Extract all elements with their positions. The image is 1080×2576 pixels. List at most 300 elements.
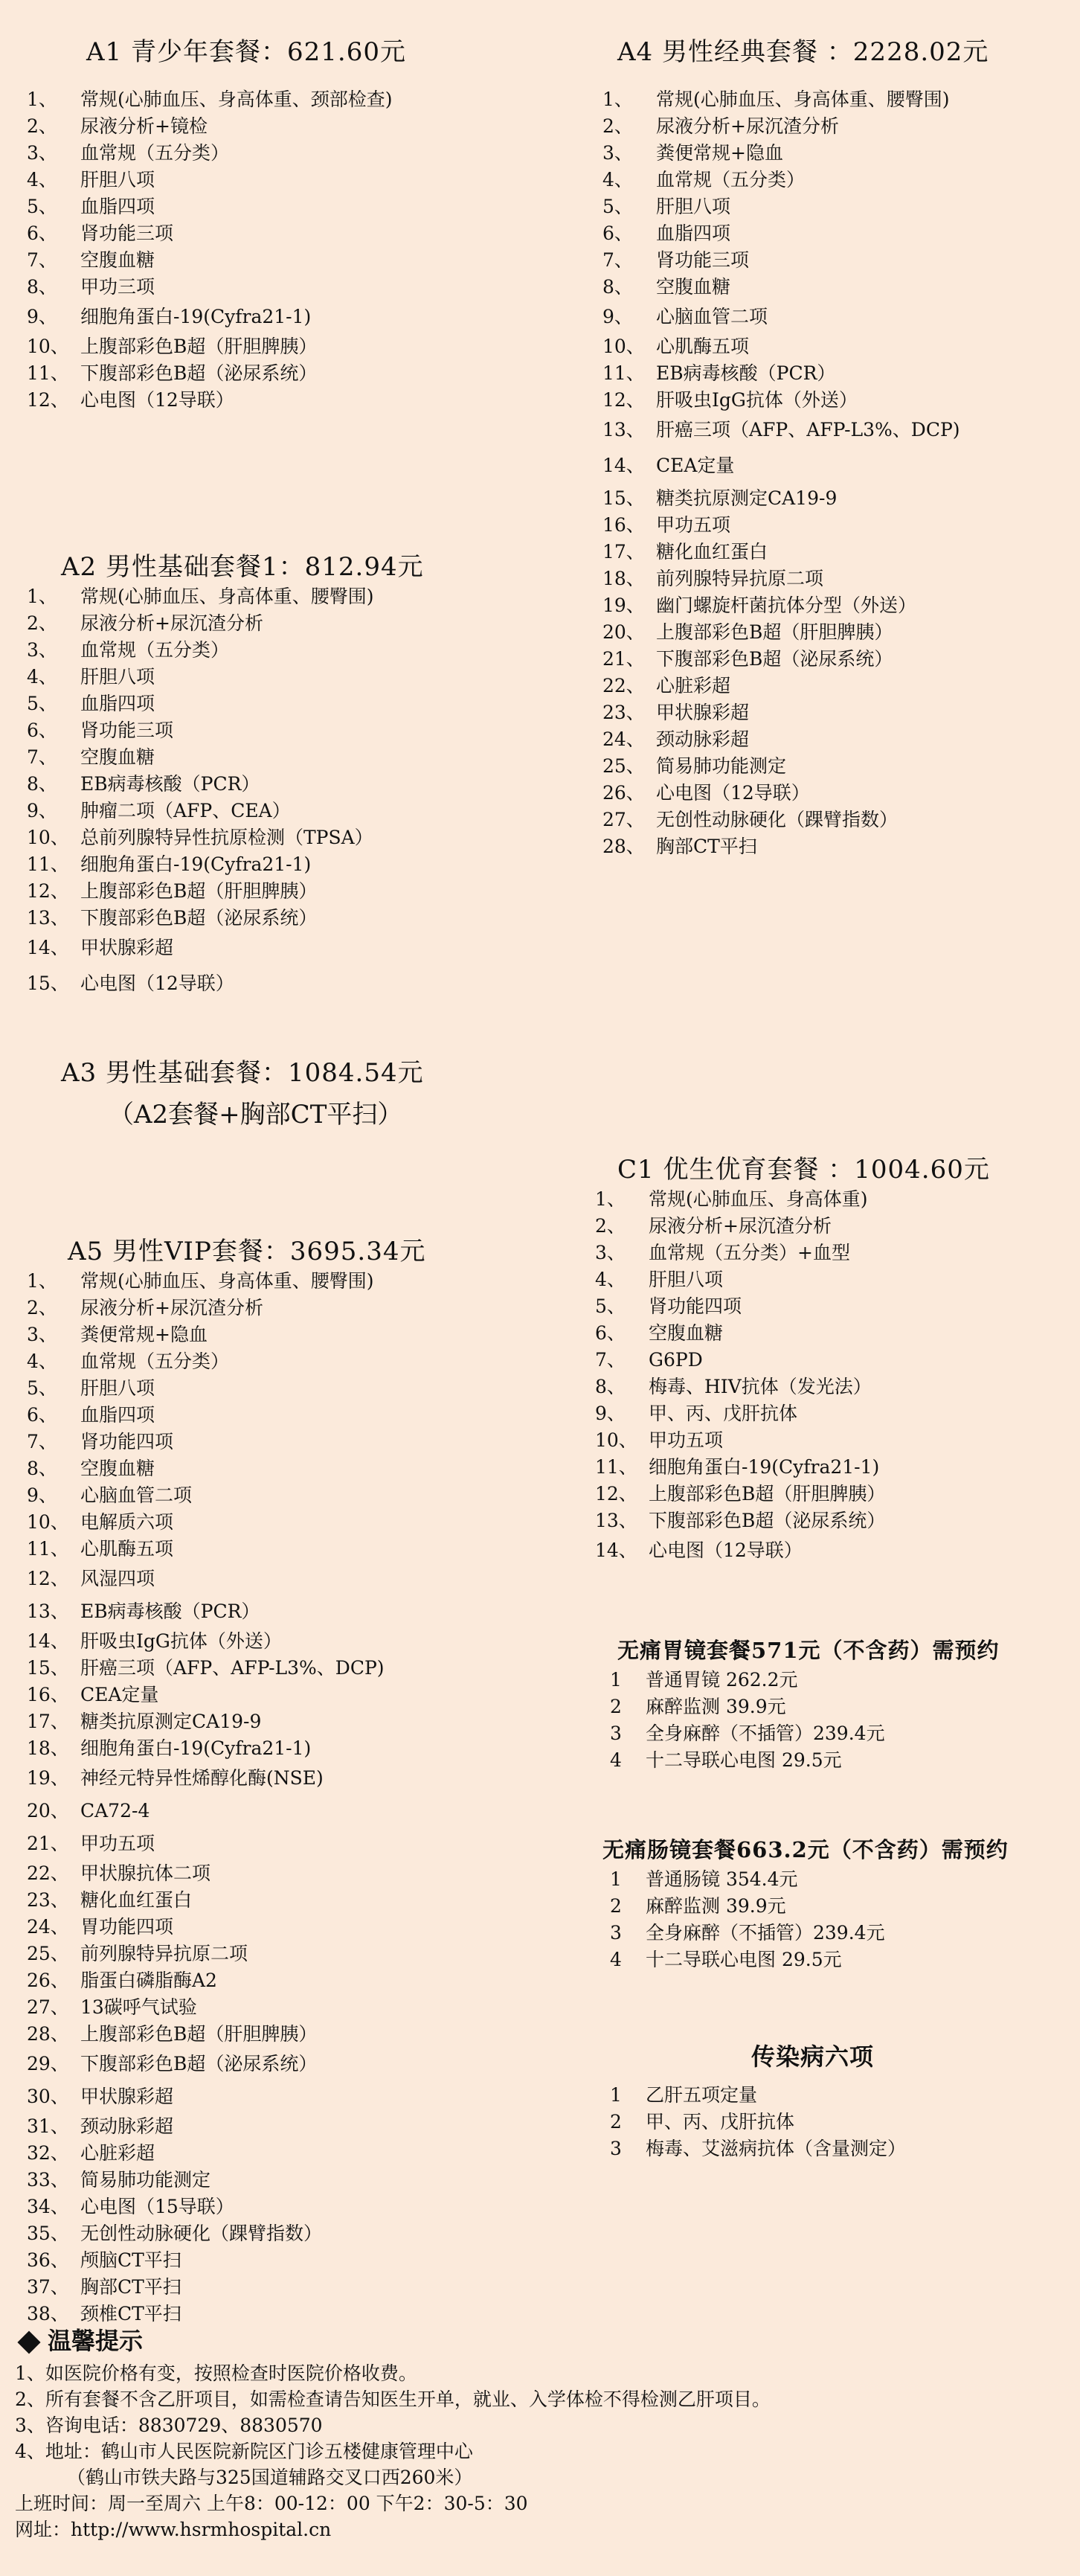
item-number: 2、 — [595, 1215, 626, 1237]
list-item — [595, 673, 1071, 699]
item-number: 4、 — [27, 169, 57, 190]
item-number: 5、 — [27, 196, 57, 217]
item-text: 十二导联心电图 29.5元 — [646, 1749, 842, 1771]
item-number: 7、 — [27, 746, 57, 768]
package-title: 无痛胃镜套餐571元（不含药）需预约 — [617, 1638, 1000, 1663]
list-item — [595, 512, 1071, 539]
item-number: 10、 — [602, 336, 645, 357]
item-text: 颈动脉彩超 — [80, 2115, 174, 2137]
item-number: 4、 — [27, 1351, 57, 1372]
list-item — [27, 1268, 562, 1295]
item-number: 22、 — [602, 675, 645, 696]
tips-section — [15, 2322, 1071, 2543]
list-item — [595, 1534, 1071, 1567]
item-text: 血常规（五分类） — [80, 142, 230, 164]
item-text: 空腹血糖 — [656, 276, 731, 298]
item-number: 2、 — [27, 115, 57, 137]
item-text: 肝胆八项 — [80, 666, 155, 688]
list-item — [595, 1667, 1071, 1694]
item-number: 5、 — [602, 196, 633, 217]
item-text: 肝吸虫IgG抗体（外送） — [80, 1630, 282, 1652]
list-item — [595, 1293, 1071, 1320]
item-number: 21、 — [602, 648, 645, 670]
list-item — [595, 1213, 1071, 1240]
item-text: 幽门螺旋杆菌抗体分型（外送） — [656, 595, 917, 616]
item-number: 15、 — [602, 487, 645, 509]
item-number: 11、 — [27, 853, 69, 875]
item-text: 胸部CT平扫 — [80, 2276, 181, 2298]
list-item — [27, 274, 562, 301]
list-item — [27, 387, 562, 414]
list-item — [27, 113, 562, 140]
package-title: A1 青少年套餐：621.60元 — [86, 37, 406, 67]
item-text: 乙肝五项定量 — [646, 2084, 758, 2106]
item-number: 27、 — [602, 809, 645, 830]
item-text: 糖化血红蛋白 — [80, 1889, 193, 1911]
list-item — [27, 2274, 562, 2301]
package-items — [27, 86, 562, 414]
item-number: 9、 — [27, 1484, 57, 1506]
tip-website: 网址：http://www.hsrmhospital.cn — [15, 2519, 332, 2540]
list-item — [595, 86, 1071, 113]
list-item — [27, 1762, 562, 1795]
item-number: 1 — [610, 2084, 622, 2106]
item-text: 粪便常规+隐血 — [80, 1324, 208, 1345]
item-text: 麻醉监测 39.9元 — [646, 1895, 786, 1917]
item-text: 心电图（15导联） — [80, 2196, 234, 2217]
tip-working-hours: 上班时间：周一至周六 上午8：00-12：00 下午2：30-5：30 — [15, 2493, 528, 2514]
item-number: 13、 — [27, 907, 69, 929]
item-text: 全身麻醉（不插管）239.4元 — [646, 1922, 885, 1944]
item-number: 1 — [610, 1868, 622, 1890]
list-item — [27, 220, 562, 247]
list-item — [27, 664, 562, 691]
item-text: 糖类抗原测定CA19-9 — [656, 487, 838, 509]
item-text: 常规(心肺血压、身高体重) — [649, 1188, 868, 1210]
item-number: 20、 — [27, 1800, 69, 1822]
item-text: 上腹部彩色B超（肝胆脾胰） — [80, 880, 318, 902]
list-item — [595, 1893, 1071, 1920]
item-text: 常规(心肺血压、身高体重、颈部检查) — [80, 89, 393, 110]
item-text: 普通肠镜 354.4元 — [646, 1868, 798, 1890]
list-item — [27, 1295, 562, 1321]
item-text: 心电图（12导联） — [80, 973, 234, 994]
list-item — [595, 1694, 1071, 1720]
item-text: 细胞角蛋白-19(Cyfra21-1) — [649, 1456, 880, 1478]
list-item — [595, 539, 1071, 565]
item-number: 18、 — [27, 1737, 69, 1759]
list-item — [595, 1374, 1071, 1400]
item-number: 16、 — [602, 514, 645, 536]
item-number: 11、 — [27, 1538, 69, 1560]
item-number: 24、 — [602, 728, 645, 750]
item-number: 4 — [610, 1949, 622, 1970]
item-text: 简易肺功能测定 — [656, 755, 787, 777]
item-text: 简易肺功能测定 — [80, 2169, 211, 2191]
item-text: 心电图（12导联） — [80, 389, 234, 411]
item-text: 甲功五项 — [80, 1833, 155, 1854]
item-text: 血脂四项 — [80, 196, 155, 217]
item-number: 8、 — [27, 1458, 57, 1479]
list-item — [595, 646, 1071, 673]
package-colonoscopy — [595, 1833, 1071, 1973]
list-item — [27, 1941, 562, 1967]
list-item — [27, 86, 562, 113]
tips-title: 温馨提示 — [48, 2327, 144, 2355]
list-item — [27, 301, 562, 333]
list-item — [27, 798, 562, 824]
item-text: 细胞角蛋白-19(Cyfra21-1) — [80, 853, 312, 875]
item-number: 12、 — [27, 389, 69, 411]
item-number: 2 — [610, 1696, 622, 1717]
list-item — [27, 717, 562, 744]
package-items — [595, 1667, 1071, 1774]
package-title: 传染病六项 — [751, 2042, 875, 2071]
list-item — [595, 2082, 1071, 2109]
package-a2 — [27, 551, 562, 1003]
list-item — [27, 1682, 562, 1708]
list-item — [27, 2080, 562, 2113]
item-text: 肝胆八项 — [656, 196, 731, 217]
item-text: 颈动脉彩超 — [656, 728, 750, 750]
list-item — [27, 932, 562, 964]
list-item — [27, 2194, 562, 2220]
list-item — [27, 1994, 562, 2021]
item-text: 心脏彩超 — [80, 2142, 155, 2164]
item-number: 8、 — [27, 773, 57, 795]
item-text: 甲功五项 — [656, 514, 731, 536]
item-number: 9、 — [602, 306, 633, 327]
item-number: 1、 — [27, 586, 57, 607]
package-items — [27, 1268, 562, 2327]
item-text: 心脑血管二项 — [656, 306, 768, 327]
item-text: 尿液分析+尿沉渣分析 — [656, 115, 839, 137]
list-item — [27, 1375, 562, 1402]
item-text: 空腹血糖 — [649, 1322, 724, 1344]
item-text: 肾功能四项 — [649, 1295, 742, 1317]
item-number: 17、 — [602, 541, 645, 563]
item-text: 血脂四项 — [80, 693, 155, 714]
item-number: 33、 — [27, 2169, 69, 2191]
item-number: 19、 — [602, 595, 645, 616]
item-text: 肝癌三项（AFP、AFP-L3%、DCP) — [656, 419, 960, 440]
package-title: A4 男性经典套餐 ：2228.02元 — [617, 37, 989, 67]
list-item — [27, 964, 562, 1003]
item-number: 26、 — [27, 1970, 69, 1991]
item-text: 前列腺特异抗原二项 — [656, 568, 824, 589]
list-item — [595, 301, 1071, 333]
list-item — [595, 1400, 1071, 1427]
list-item — [27, 878, 562, 905]
item-text: 胃功能四项 — [80, 1916, 174, 1938]
item-text: 电解质六项 — [80, 1511, 174, 1533]
item-text: 血常规（五分类） — [656, 169, 806, 190]
package-a5 — [27, 1235, 562, 2327]
item-number: 2 — [610, 1895, 622, 1917]
item-text: 颅脑CT平扫 — [80, 2249, 181, 2271]
item-text: 血脂四项 — [656, 222, 731, 244]
item-text: 血脂四项 — [80, 1404, 155, 1426]
list-item — [595, 167, 1071, 193]
item-text: 甲功三项 — [80, 276, 155, 298]
list-item — [595, 2136, 1071, 2162]
item-text: 甲功五项 — [649, 1429, 724, 1451]
item-text: 全身麻醉（不插管）239.4元 — [646, 1723, 885, 1744]
list-item — [27, 140, 562, 167]
list-item — [27, 1827, 562, 1860]
item-number: 3、 — [27, 1324, 57, 1345]
item-number: 9、 — [595, 1403, 626, 1424]
item-text: 尿液分析+尿沉渣分析 — [80, 612, 263, 634]
list-item — [27, 1536, 562, 1563]
item-number: 2、 — [27, 612, 57, 634]
list-item — [27, 1595, 562, 1628]
list-item — [595, 1720, 1071, 1747]
list-item — [27, 2113, 562, 2140]
list-item — [27, 1795, 562, 1827]
list-item — [595, 193, 1071, 220]
item-number: 10、 — [27, 336, 69, 357]
item-number: 3 — [610, 1723, 622, 1744]
item-text: 肝癌三项（AFP、AFP-L3%、DCP) — [80, 1657, 385, 1679]
list-item — [595, 780, 1071, 807]
item-number: 36、 — [27, 2249, 69, 2271]
item-number: 13、 — [595, 1510, 637, 1531]
list-item — [27, 2140, 562, 2167]
item-number: 3、 — [27, 142, 57, 164]
item-number: 1、 — [602, 89, 633, 110]
item-text: 梅毒、HIV抗体（发光法） — [649, 1376, 872, 1397]
item-number: 6、 — [27, 1404, 57, 1426]
item-text: 血常规（五分类） — [80, 639, 230, 661]
list-item — [27, 637, 562, 664]
item-number: 13、 — [27, 1601, 69, 1622]
item-number: 21、 — [27, 1833, 69, 1854]
item-number: 25、 — [27, 1943, 69, 1964]
package-title: A5 男性VIP套餐：3695.34元 — [68, 1237, 426, 1266]
item-text: 十二导联心电图 29.5元 — [646, 1949, 842, 1970]
list-item — [595, 726, 1071, 753]
item-text: 血常规（五分类）+血型 — [649, 1242, 850, 1263]
list-item — [595, 446, 1071, 485]
item-text: 上腹部彩色B超（肝胆脾胰） — [656, 621, 893, 643]
item-text: 肾功能四项 — [80, 1431, 174, 1452]
item-text: 胸部CT平扫 — [656, 836, 757, 857]
package-a3 — [27, 1057, 562, 1132]
item-number: 38、 — [27, 2303, 69, 2325]
item-text: 肝吸虫IgG抗体（外送） — [656, 389, 858, 411]
list-item — [595, 1481, 1071, 1508]
list-item — [595, 1240, 1071, 1266]
item-number: 8、 — [27, 276, 57, 298]
item-text: 肾功能三项 — [656, 249, 750, 271]
diamond-bullet-icon — [17, 2330, 40, 2354]
item-text: 血常规（五分类） — [80, 1351, 230, 1372]
item-number: 4、 — [595, 1269, 626, 1290]
item-text: 13碳呼气试验 — [80, 1996, 197, 2018]
item-text: 普通胃镜 262.2元 — [646, 1669, 798, 1691]
list-item — [595, 833, 1071, 860]
item-text: 尿液分析+镜检 — [80, 115, 208, 137]
item-text: 心脑血管二项 — [80, 1484, 193, 1506]
list-item — [27, 1429, 562, 1455]
item-number: 7、 — [595, 1349, 626, 1371]
list-item — [27, 2220, 562, 2247]
item-text: EB病毒核酸（PCR） — [80, 773, 260, 795]
item-number: 3、 — [27, 639, 57, 661]
item-text: 前列腺特异抗原二项 — [80, 1943, 248, 1964]
list-item — [27, 1563, 562, 1595]
item-text: 脂蛋白磷脂酶A2 — [80, 1970, 217, 1991]
item-text: 上腹部彩色B超（肝胆脾胰） — [80, 2023, 318, 2045]
list-item — [27, 1321, 562, 1348]
item-text: 心肌酶五项 — [80, 1538, 174, 1560]
item-text: 风湿四项 — [80, 1568, 155, 1589]
list-item — [595, 565, 1071, 592]
item-text: 细胞角蛋白-19(Cyfra21-1) — [80, 1737, 312, 1759]
item-number: 24、 — [27, 1916, 69, 1938]
item-text: 下腹部彩色B超（泌尿系统） — [656, 648, 893, 670]
item-number: 34、 — [27, 2196, 69, 2217]
list-item — [595, 1866, 1071, 1893]
item-number: 1 — [610, 1669, 622, 1691]
list-item — [27, 824, 562, 851]
list-item — [27, 360, 562, 387]
item-number: 28、 — [27, 2023, 69, 2045]
item-number: 17、 — [27, 1711, 69, 1732]
tips-header — [15, 2322, 1071, 2360]
package-title: A2 男性基础套餐1：812.94元 — [61, 552, 424, 582]
tip-address-detail: （鹤山市铁夫路与325国道辅路交叉口西260米） — [67, 2467, 473, 2488]
item-text: 空腹血糖 — [80, 746, 155, 768]
item-number: 3、 — [602, 142, 633, 164]
item-text: 无创性动脉硬化（踝臂指数） — [80, 2223, 323, 2244]
item-number: 22、 — [27, 1862, 69, 1884]
package-gastroscopy — [595, 1634, 1071, 1774]
item-text: 空腹血糖 — [80, 1458, 155, 1479]
list-item — [27, 193, 562, 220]
item-number: 1、 — [595, 1188, 626, 1210]
list-item — [595, 807, 1071, 833]
item-text: 甲状腺彩超 — [80, 2086, 174, 2107]
list-item — [595, 414, 1071, 446]
tip-line: 2、所有套餐不含乙肝项目，如需检查请告知医生开单，就业、入学体检不得检测乙肝项目。 — [15, 2388, 771, 2410]
item-text: 心肌酶五项 — [656, 336, 750, 357]
list-item — [595, 1747, 1071, 1774]
item-number: 35、 — [27, 2223, 69, 2244]
item-number: 8、 — [595, 1376, 626, 1397]
item-number: 6、 — [602, 222, 633, 244]
item-text: CEA定量 — [656, 455, 735, 476]
item-text: 甲状腺彩超 — [656, 702, 750, 723]
package-title: A3 男性基础套餐：1084.54元 — [61, 1058, 424, 1088]
item-text: 神经元特异性烯醇化酶(NSE) — [80, 1767, 324, 1789]
list-item — [27, 1348, 562, 1375]
list-item — [595, 1266, 1071, 1293]
item-text: 颈椎CT平扫 — [80, 2303, 181, 2325]
item-text: G6PD — [649, 1349, 703, 1371]
item-text: 肝胆八项 — [80, 1377, 155, 1399]
item-number: 4 — [610, 1749, 622, 1771]
item-number: 31、 — [27, 2115, 69, 2137]
list-item — [27, 1402, 562, 1429]
item-text: 下腹部彩色B超（泌尿系统） — [80, 362, 318, 384]
item-number: 3、 — [595, 1242, 626, 1263]
package-items — [27, 583, 562, 1003]
list-item — [595, 220, 1071, 247]
item-text: 下腹部彩色B超（泌尿系统） — [649, 1510, 886, 1531]
item-number: 9、 — [27, 306, 57, 327]
package-items — [595, 1186, 1071, 1567]
item-number: 6、 — [595, 1322, 626, 1344]
list-item — [27, 744, 562, 771]
list-item — [595, 2109, 1071, 2136]
list-item — [27, 583, 562, 610]
item-text: 无创性动脉硬化（踝臂指数） — [656, 809, 899, 830]
item-text: 常规(心肺血压、身高体重、腰臀围) — [80, 1270, 374, 1292]
item-number: 14、 — [602, 455, 645, 476]
list-item — [595, 485, 1071, 512]
item-number: 2、 — [602, 115, 633, 137]
package-subtitle: （A2套餐+胸部CT平扫） — [109, 1100, 403, 1130]
item-number: 30、 — [27, 2086, 69, 2107]
item-number: 20、 — [602, 621, 645, 643]
item-number: 5、 — [595, 1295, 626, 1317]
list-item — [27, 2167, 562, 2194]
package-c1 — [595, 1153, 1071, 1567]
tip-line: 1、如医院价格有变，按照检查时医院价格收费。 — [15, 2362, 417, 2384]
item-text: 细胞角蛋白-19(Cyfra21-1) — [80, 306, 312, 327]
item-number: 12、 — [602, 389, 645, 411]
item-number: 19、 — [27, 1767, 69, 1789]
package-title: 无痛肠镜套餐663.2元（不含药）需预约 — [602, 1837, 1009, 1862]
item-number: 28、 — [602, 836, 645, 857]
list-item — [595, 360, 1071, 387]
list-item — [595, 619, 1071, 646]
item-number: 11、 — [602, 362, 645, 384]
item-number: 23、 — [27, 1889, 69, 1911]
list-item — [595, 1947, 1071, 1973]
list-item — [27, 1860, 562, 1887]
list-item — [27, 905, 562, 932]
item-text: 心电图（12导联） — [656, 782, 810, 804]
item-number: 3 — [610, 2138, 622, 2159]
item-number: 8、 — [602, 276, 633, 298]
item-number: 5、 — [27, 1377, 57, 1399]
list-item — [595, 753, 1071, 780]
list-item — [595, 1454, 1071, 1481]
item-number: 7、 — [27, 249, 57, 271]
item-number: 32、 — [27, 2142, 69, 2164]
item-number: 12、 — [595, 1483, 637, 1505]
tip-phone: 3、咨询电话：8830729、8830570 — [15, 2415, 323, 2436]
list-item — [27, 851, 562, 878]
item-text: 甲状腺抗体二项 — [80, 1862, 211, 1884]
list-item — [27, 1735, 562, 1762]
item-text: 下腹部彩色B超（泌尿系统） — [80, 907, 318, 929]
item-number: 10、 — [27, 1511, 69, 1533]
item-text: 尿液分析+尿沉渣分析 — [649, 1215, 832, 1237]
item-number: 26、 — [602, 782, 645, 804]
package-items — [595, 86, 1071, 860]
list-item — [595, 1320, 1071, 1347]
list-item — [27, 2021, 562, 2048]
item-text: 甲、丙、戊肝抗体 — [646, 2111, 795, 2133]
item-text: 肿瘤二项（AFP、CEA） — [80, 800, 291, 821]
list-item — [27, 1655, 562, 1682]
item-text: 梅毒、艾滋病抗体（含量测定） — [646, 2138, 907, 2159]
item-number: 4、 — [27, 666, 57, 688]
